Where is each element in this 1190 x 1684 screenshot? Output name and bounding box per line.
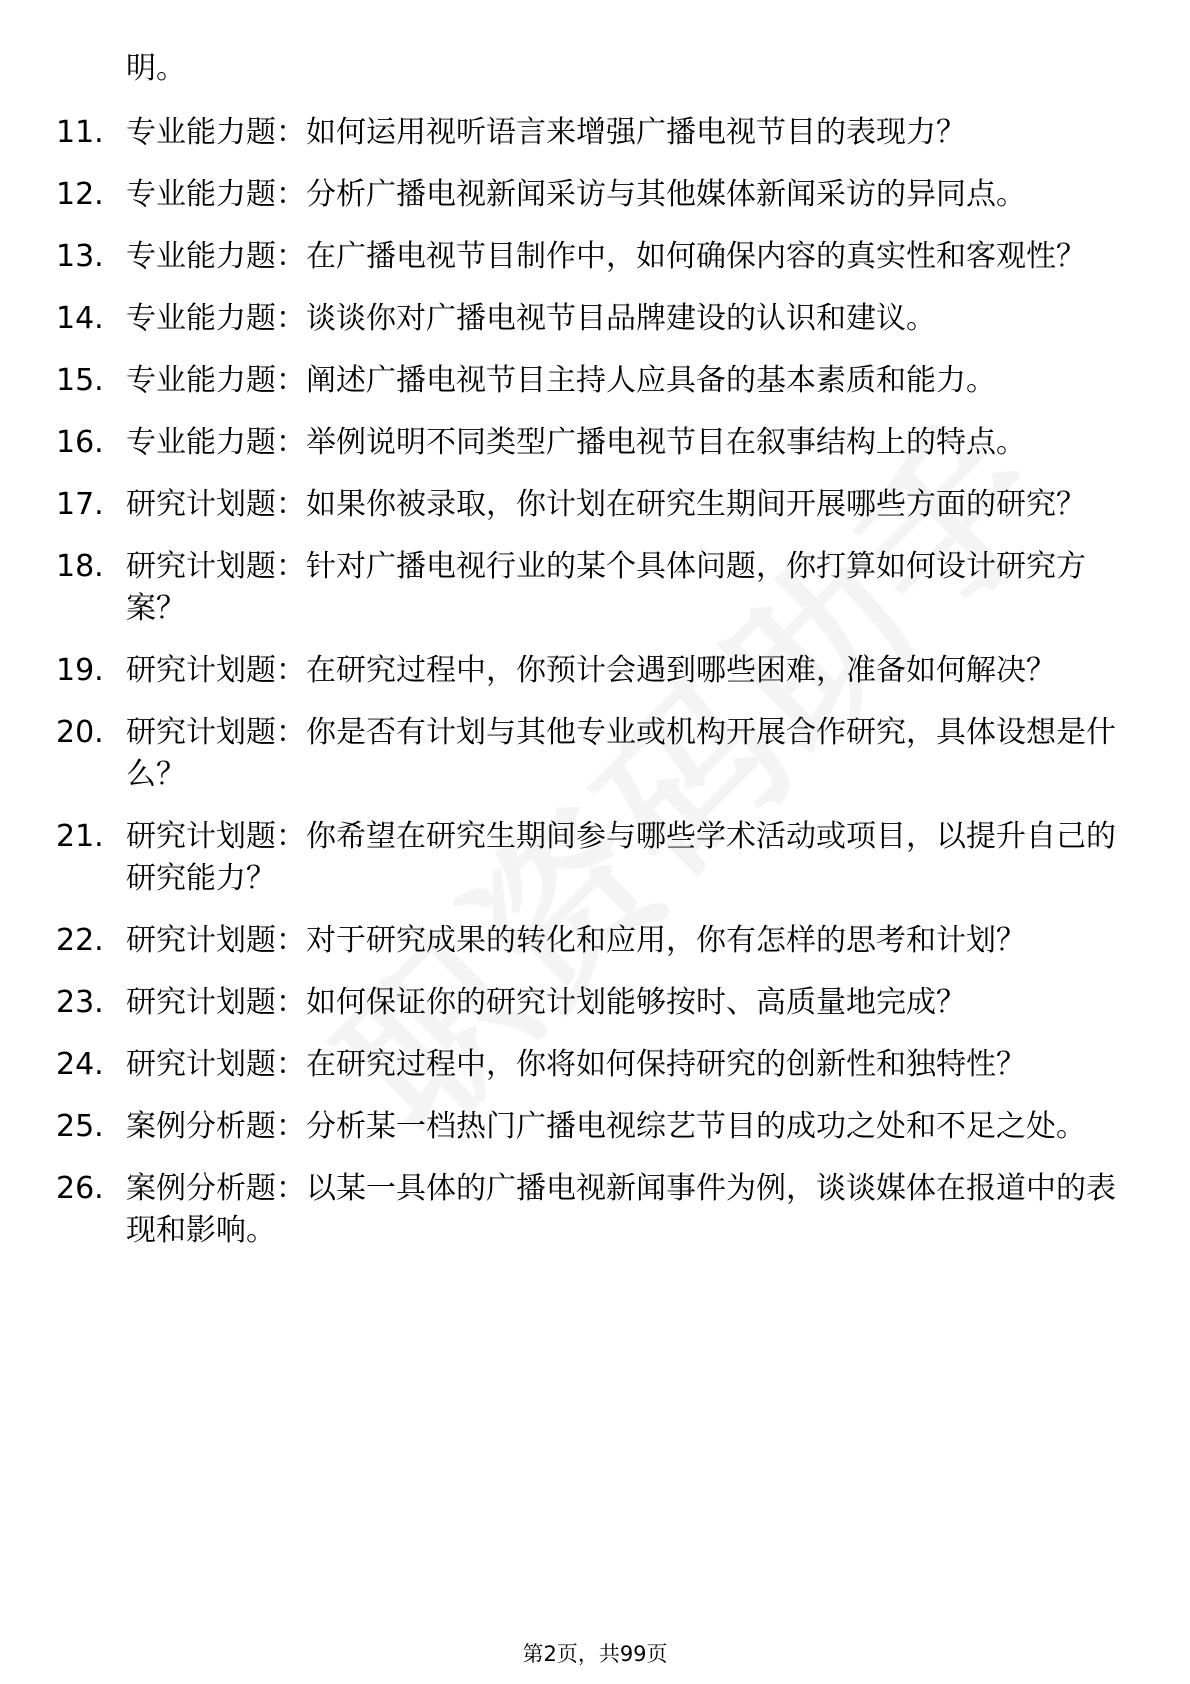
- page-number-label: 第2页，共99页: [522, 1642, 668, 1666]
- question-text: [126, 174, 1136, 216]
- question-number: 16.: [56, 425, 104, 460]
- question-category: 专业能力题：: [126, 425, 306, 460]
- question-item: [56, 546, 1136, 630]
- question-item: [56, 174, 1136, 216]
- question-text: [126, 298, 1136, 340]
- question-item: [56, 298, 1136, 340]
- question-category: 研究计划题：: [126, 715, 306, 750]
- question-text: [126, 422, 1136, 464]
- question-body: 以某一具体的广播电视新闻事件为例，谈谈媒体在报道中的表现和影响。: [126, 1171, 1116, 1248]
- question-number: 23.: [56, 985, 104, 1020]
- question-item: [56, 484, 1136, 526]
- question-category: 专业能力题：: [126, 177, 306, 212]
- question-category: 研究计划题：: [126, 819, 306, 854]
- question-body: 你是否有计划与其他专业或机构开展合作研究，具体设想是什么？: [126, 715, 1116, 792]
- question-text: [126, 360, 1136, 402]
- question-category: 案例分析题：: [126, 1109, 306, 1144]
- question-category: 专业能力题：: [126, 239, 306, 274]
- question-category: 案例分析题：: [126, 1171, 306, 1206]
- question-item: [56, 422, 1136, 464]
- question-item: [56, 982, 1136, 1024]
- question-text: [126, 1168, 1136, 1252]
- question-text: [126, 712, 1136, 796]
- question-body: 阐述广播电视节目主持人应具备的基本素质和能力。: [306, 363, 996, 398]
- question-text: [126, 112, 1136, 154]
- question-body: 分析广播电视新闻采访与其他媒体新闻采访的异同点。: [306, 177, 1026, 212]
- question-text: [126, 816, 1136, 900]
- question-item: [56, 650, 1136, 692]
- question-number: 14.: [56, 301, 104, 336]
- question-text: [126, 982, 1136, 1024]
- question-item: [56, 112, 1136, 154]
- question-number: 22.: [56, 923, 104, 958]
- question-category: 研究计划题：: [126, 923, 306, 958]
- question-number: 17.: [56, 487, 104, 522]
- question-list: [56, 112, 1136, 1272]
- question-body: 对于研究成果的转化和应用，你有怎样的思考和计划？: [306, 923, 1026, 958]
- question-category: 专业能力题：: [126, 301, 306, 336]
- question-item: [56, 816, 1136, 900]
- question-body: 分析某一档热门广播电视综艺节目的成功之处和不足之处。: [306, 1109, 1086, 1144]
- question-number: 12.: [56, 177, 104, 212]
- question-item: [56, 712, 1136, 796]
- question-category: 研究计划题：: [126, 1047, 306, 1082]
- question-text: [126, 484, 1136, 526]
- question-body: 如果你被录取，你计划在研究生期间开展哪些方面的研究？: [306, 487, 1086, 522]
- question-body: 举例说明不同类型广播电视节目在叙事结构上的特点。: [306, 425, 1026, 460]
- question-text: [126, 650, 1136, 692]
- question-number: 24.: [56, 1047, 104, 1082]
- question-number: 11.: [56, 115, 104, 150]
- question-body: 针对广播电视行业的某个具体问题，你打算如何设计研究方案？: [126, 549, 1086, 626]
- question-number: 20.: [56, 715, 104, 750]
- question-text: [126, 236, 1136, 278]
- question-item: [56, 360, 1136, 402]
- question-text: [126, 920, 1136, 962]
- question-number: 13.: [56, 239, 104, 274]
- question-category: 研究计划题：: [126, 487, 306, 522]
- question-item: [56, 1168, 1136, 1252]
- question-body: 如何运用视听语言来增强广播电视节目的表现力？: [306, 115, 966, 150]
- continuation-text: 明。: [126, 51, 186, 86]
- question-category: 研究计划题：: [126, 985, 306, 1020]
- page-footer: [0, 1640, 1190, 1668]
- question-text: [126, 1044, 1136, 1086]
- question-text: [126, 546, 1136, 630]
- question-body: 你希望在研究生期间参与哪些学术活动或项目，以提升自己的研究能力？: [126, 819, 1116, 896]
- question-item: [56, 1044, 1136, 1086]
- question-body: 在广播电视节目制作中，如何确保内容的真实性和客观性？: [306, 239, 1086, 274]
- question-item: [56, 236, 1136, 278]
- question-item: [56, 920, 1136, 962]
- question-body: 如何保证你的研究计划能够按时、高质量地完成？: [306, 985, 966, 1020]
- question-body: 在研究过程中，你预计会遇到哪些困难，准备如何解决？: [306, 653, 1056, 688]
- question-category: 研究计划题：: [126, 549, 306, 584]
- question-category: 研究计划题：: [126, 653, 306, 688]
- question-number: 15.: [56, 363, 104, 398]
- question-category: 专业能力题：: [126, 363, 306, 398]
- question-body: 谈谈你对广播电视节目品牌建设的认识和建议。: [306, 301, 936, 336]
- question-number: 26.: [56, 1171, 104, 1206]
- question-text: [126, 1106, 1136, 1148]
- question-item: [56, 1106, 1136, 1148]
- question-category: 专业能力题：: [126, 115, 306, 150]
- question-number: 19.: [56, 653, 104, 688]
- question-body: 在研究过程中，你将如何保持研究的创新性和独特性？: [306, 1047, 1026, 1082]
- question-number: 25.: [56, 1109, 104, 1144]
- question-number: 18.: [56, 549, 104, 584]
- question-number: 21.: [56, 819, 104, 854]
